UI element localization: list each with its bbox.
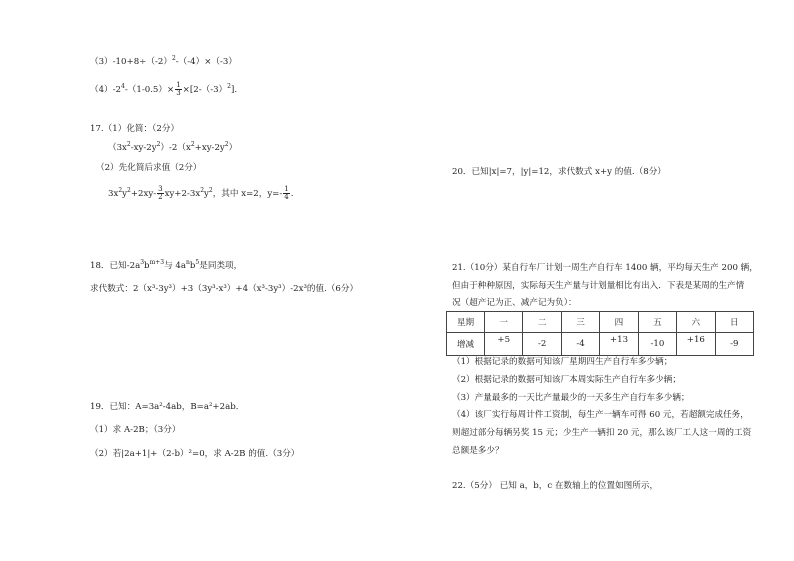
q17-text: 17.（1）化简：（2分） — [90, 124, 180, 134]
q21-line-2-text: 但由于种种原因，实际每天生产量与计划量相比有出入．下表是某周的生产情 — [452, 281, 745, 291]
question-21-sub-4-line-3 — [452, 445, 504, 457]
p4-exponent: 4 — [121, 83, 125, 90]
q18-exp-3: n — [186, 259, 190, 266]
question-17-title — [90, 123, 179, 135]
question-21-sub-3 — [452, 392, 690, 404]
q17-2-b: y — [122, 189, 128, 199]
q17-2-f: ，其中 x=2，y=- — [212, 189, 283, 199]
p4-fraction-denominator: 3 — [176, 89, 181, 97]
q17-2-exp-1: 2 — [118, 187, 123, 194]
p3-text: （3）-10+8÷（-2） — [90, 57, 172, 67]
q22-text: 22.（5分） 已知 a，b，c 在数轴上的位置如图所示， — [452, 481, 659, 491]
q17-2-c: +2xy- — [130, 189, 157, 199]
p3-tail: -（-4）×（-3） — [175, 57, 237, 67]
problem-16-part-3 — [90, 56, 237, 68]
table-cell: -2 — [523, 333, 561, 356]
table-row-label: 增减 — [447, 333, 485, 356]
question-21-line-2 — [452, 280, 744, 292]
q17-exp-3: 2 — [190, 141, 195, 148]
q21-line-3-text: 况（超产记为正、减产记为负）： — [452, 298, 577, 308]
table-row — [447, 333, 754, 356]
q17-expr-a: （3x — [108, 143, 127, 153]
q17-expr-c: ）-2（x — [160, 143, 191, 153]
table-header-cell: 四 — [600, 312, 638, 333]
q17-2-a: 3x — [108, 189, 119, 199]
q20-text: 20．已知|x|=7，|y|=12，求代数式 x+y 的值.（8分） — [452, 167, 666, 177]
question-20 — [452, 166, 666, 178]
table-header-cell: 三 — [561, 312, 599, 333]
table-cell: +16 — [677, 333, 715, 356]
table-header-cell: 六 — [677, 312, 715, 333]
p4-fraction — [175, 82, 181, 97]
q17-2-y-numerator: 1 — [284, 185, 289, 193]
q18-exp-2: m+3 — [149, 259, 165, 266]
q19-text: 19．已知：A=3a²-4ab，B=a²+2ab． — [90, 402, 245, 412]
q18-exp-1: 3 — [140, 259, 145, 266]
p4-text-a: （4）-2 — [90, 85, 122, 95]
q17-expr-e: ） — [228, 143, 238, 153]
p3-exponent: 2 — [171, 55, 176, 62]
table-header-row — [447, 312, 754, 333]
q17-2-fraction-denominator: 2 — [158, 193, 163, 201]
table-cell: -9 — [715, 333, 753, 356]
q17-2-e: y — [204, 189, 209, 199]
table-header-cell: 二 — [523, 312, 561, 333]
q17-2-d: xy+2-3x — [164, 189, 201, 199]
q17-expr-b: -xy-2y — [130, 143, 157, 153]
question-18-line-2 — [90, 283, 358, 295]
question-21-sub-4-line-2 — [452, 427, 751, 439]
q17-2-exp-2: 2 — [127, 187, 131, 194]
question-21-line-1 — [452, 262, 758, 274]
question-18-line-1 — [90, 260, 242, 272]
table-cell: -10 — [638, 333, 676, 356]
q17-exp-1: 2 — [126, 141, 131, 148]
question-19-part-2 — [90, 448, 299, 460]
q17-expr-d: +xy-2y — [194, 143, 225, 153]
production-table — [446, 311, 754, 356]
table-cell: -4 — [561, 333, 599, 356]
q21-line-1-text: 21.（10分）某自行车厂计划一周生产自行车 1400 辆，平均每天生产 200 辆， — [452, 263, 758, 273]
q17-2-y-fraction — [283, 186, 289, 201]
table-cell: +13 — [600, 333, 638, 356]
q18-b: b — [144, 261, 150, 271]
problem-16-part-4 — [90, 82, 237, 97]
table-cell: +5 — [485, 333, 523, 356]
q21-sub-2-text: （2）根据记录的数据可知该厂本周实际生产自行车多少辆； — [452, 375, 681, 385]
q21-sub-3-text: （3）产量最多的一天比产量最少的一天多生产自行车多少辆； — [452, 393, 690, 403]
question-17-part-2-title — [96, 162, 201, 174]
q19-2-text: （2）若|2a+1|+（2-b）²=0，求 A-2B 的值.（3分） — [90, 449, 300, 459]
question-21-sub-4-line-1 — [452, 409, 749, 421]
question-21-sub-2 — [452, 374, 681, 386]
question-21-sub-1 — [452, 356, 672, 368]
q21-sub-4b-text: 则超过部分每辆另奖 15 元；少生产一辆扣 20 元，那么该厂工人这一周的工资 — [452, 428, 752, 438]
q18-d: b — [189, 261, 196, 271]
p4-text-b: -（1-0.5）× — [124, 85, 175, 95]
p4-text-d: ]. — [230, 85, 238, 95]
q17-2-text: （2）先化简后求值（2分） — [96, 163, 202, 173]
table-header-cell: 星期 — [447, 312, 485, 333]
table-header-cell: 日 — [715, 312, 753, 333]
q17-2-exp-3: 2 — [200, 187, 205, 194]
q17-2-g: . — [290, 189, 294, 199]
question-17-part-2-expression — [108, 186, 294, 201]
question-19-title — [90, 401, 244, 413]
q17-2-fraction — [157, 186, 163, 201]
q18-c: 与 4a — [164, 261, 187, 271]
p4-exponent-2: 2 — [227, 83, 231, 90]
q18-e: 是同类项， — [199, 261, 243, 271]
q17-exp-4: 2 — [224, 141, 229, 148]
q21-sub-4a-text: （4）该厂实行每周计件工资制，每生产一辆车可得 60 元，若超额完成任务， — [452, 410, 749, 420]
q17-exp-2: 2 — [156, 141, 161, 148]
question-19-part-1 — [90, 424, 180, 436]
q21-sub-4c-text: 总额是多少？ — [452, 446, 504, 456]
q17-2-y-denominator: 4 — [284, 193, 289, 201]
q21-sub-1-text: （1）根据记录的数据可知该厂星期四生产自行车多少辆； — [452, 357, 673, 367]
table-header-cell: 一 — [485, 312, 523, 333]
question-17-expression — [108, 142, 237, 154]
question-22 — [452, 480, 658, 492]
p4-text-c: ×[2-（-3） — [182, 85, 228, 95]
q19-1-text: （1）求 A-2B；（3分） — [90, 425, 181, 435]
q17-2-exp-4: 2 — [208, 187, 213, 194]
q18-a: 18．已知-2a — [90, 261, 141, 271]
table-header-cell: 五 — [638, 312, 676, 333]
q17-2-fraction-numerator: 3 — [158, 185, 163, 193]
q18-exp-4: 5 — [195, 259, 200, 266]
p4-fraction-numerator: 1 — [176, 81, 181, 89]
question-21-line-3 — [452, 297, 577, 309]
q18-line-2-text: 求代数式：2（x³-3y³）+3（3y³-x³）+4（x³-3y³）-2x³的值.（6分） — [90, 284, 359, 294]
